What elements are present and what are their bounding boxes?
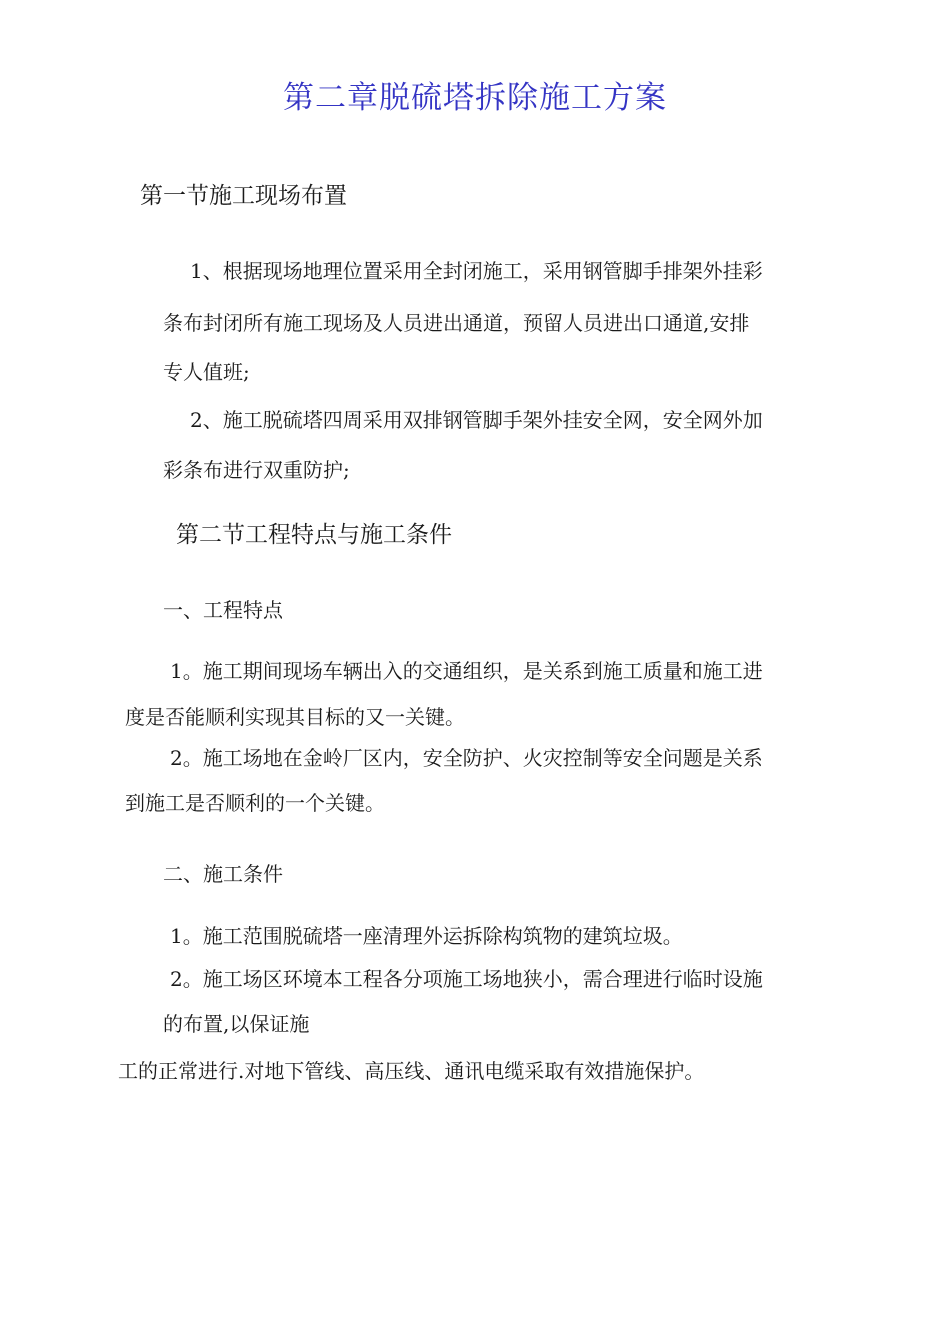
- paragraph-line: 度是否能顺利实现其目标的又一关键。: [125, 705, 465, 729]
- paragraph-line: 1。施工范围脱硫塔一座清理外运拆除构筑物的建筑垃圾。: [170, 924, 683, 948]
- paragraph-line: 彩条布进行双重防护;: [163, 458, 350, 482]
- subsection-heading-conditions: 二、施工条件: [163, 862, 283, 886]
- paragraph-line: 专人值班;: [163, 360, 250, 384]
- section-heading-features-conditions: 第二节工程特点与施工条件: [176, 522, 452, 548]
- paragraph-line: 2、施工脱硫塔四周采用双排钢管脚手架外挂安全网，安全网外加: [190, 408, 763, 432]
- paragraph-line: 2。施工场区环境本工程各分项施工场地狭小，需合理进行临时设施: [170, 967, 763, 991]
- subsection-heading-features: 一、工程特点: [163, 598, 283, 622]
- paragraph-line: 到施工是否顺利的一个关键。: [125, 791, 385, 815]
- section-heading-site-layout: 第一节施工现场布置: [140, 183, 347, 209]
- paragraph-line: 1、根据现场地理位置采用全封闭施工，采用钢管脚手排架外挂彩: [190, 259, 763, 283]
- paragraph-line: 2。施工场地在金岭厂区内，安全防护、火灾控制等安全问题是关系: [170, 746, 763, 770]
- paragraph-line: 工的正常进行.对地下管线、高压线、通讯电缆采取有效措施保护。: [118, 1059, 705, 1083]
- paragraph-line: 条布封闭所有施工现场及人员进出通道，预留人员进出口通道,安排: [163, 311, 750, 335]
- paragraph-line: 1。施工期间现场车辆出入的交通组织，是关系到施工质量和施工进: [170, 659, 763, 683]
- paragraph-line: 的布置,以保证施: [163, 1012, 310, 1036]
- page-title: 第二章脱硫塔拆除施工方案: [283, 80, 667, 116]
